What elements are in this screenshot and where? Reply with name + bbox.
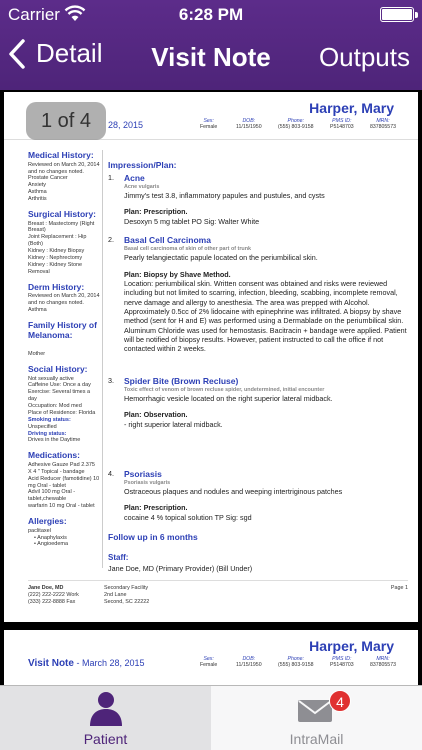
page-title: Visit Note (151, 42, 271, 72)
document-viewer[interactable] (0, 90, 422, 685)
demo-dob: DOB: 11/15/1950 (236, 656, 262, 668)
tab-label: IntraMail (289, 731, 344, 747)
status-time: 6:28 PM (178, 5, 244, 24)
demo-mrn: MRN: 837805573 (370, 656, 396, 668)
document-page-1 (4, 92, 418, 622)
problem-item: 3. Spider Bite (Brown Recluse) Toxic effect of venom of brown recluse spider, undetermined, initial encounter Hemorrhagic vesicle located on the right superior lateral midback. Plan: Observation. - right superior lateral midback. (108, 375, 333, 429)
outputs-button[interactable]: Outputs (318, 42, 410, 72)
demo-mrn: MRN: 837805573 (370, 118, 396, 130)
patient-name: Harper, Mary (309, 100, 394, 116)
history-column (28, 150, 100, 554)
person-icon (85, 690, 127, 726)
nav-bar (0, 28, 422, 88)
demo-pms-id: PMS ID: P5148703 (330, 656, 354, 668)
impression-plan (108, 160, 408, 573)
column-divider (102, 150, 103, 568)
problem-item: 4. Psoriasis Psoriasis vulgaris Ostraceous plaques and nodules and weeping intertriginous patches Plan: Prescription. cocaine 4 % topical solution TP Sig: sgd (108, 468, 343, 522)
battery-icon (380, 7, 414, 22)
demo-pms-id: PMS ID: P5148703 (330, 118, 354, 130)
allergies: Allergies: paclitaxel • Anaphylaxis • Angioedema (28, 516, 69, 548)
follow-up: Follow up in 6 months (108, 532, 198, 543)
demo-phone: Phone: (555) 803-9158 (278, 656, 314, 668)
facility-info: Secondary Facility 2nd Lane Second, SC 22222 (104, 585, 150, 606)
carrier-label: Carrier (8, 5, 60, 24)
demo-phone: Phone: (555) 803-9158 (278, 118, 314, 130)
staff-title: Staff: (108, 553, 129, 563)
tab-label: Patient (83, 731, 128, 747)
demo-dob: DOB: 11/15/1950 (236, 118, 262, 130)
visit-date: 28, 2015 (108, 120, 144, 130)
demo-sex: Sex: Female (200, 656, 218, 668)
problem-item: 2. Basal Cell Carcinoma Basal cell carcinoma of skin of other part of trunk Pearly telangiectatic papule located on the periumbilical skin. Plan: Biopsy by Shave Method. Location: periumbilical skin. Written consent was obtained and risks were reviewed including but not limited to scarring, infection, bleeding, scabbing, incomplete removal, nerve damage and allergy to anesthesia. The area was prepped with Alcohol. Approximately 0.5cc of 2% lidocaine with epinephrine was infiltrated. A biopsy by shave method (sent for H and E) was performed using a Dermablade on the periumbilical skin. Aluminum Chloride was used for hemostasis. Bacitracin + bandage were applied. Patient will be notified of biopsy results. However, patient instructed to call the office if not contacted within 2 weeks. (108, 235, 407, 354)
medications: Medications: Adhesive Gauze Pad 2.375 X 4 " Topical - bandage Acid Reducer (famotidine) 10 mg Oral - tablet Advil 100 mg Oral - tablet,chewable warfarin 10 mg Oral - tablet (28, 450, 100, 510)
staff-value: Jane Doe, MD (Primary Provider) (Bill Under) (108, 563, 253, 573)
patient-name: Harper, Mary (309, 638, 394, 654)
surgical-history: Surgical History: Breast : Mastectomy (Right Breast) Joint Replacement : Hip (Both) Kidney : Kidney Biopsy Kidney : Nephrectomy Kidney : Kidney Stone Removal (28, 208, 97, 275)
problem-item: 1. Acne Acne vulgaris Jimmy's test 3.8, inflammatory papules and pustules, and cysts Plan: Prescription. Desoxyn 5 mg tablet PO Sig: Walter White (108, 173, 325, 226)
visit-title: Visit Note - March 28, 2015 (28, 658, 145, 669)
medical-history: Medical History: Reviewed on March 20, 2014 and no changes noted. Prostate Cancer Anxiety Asthma Arthritis (28, 150, 100, 202)
status-bar (0, 0, 422, 28)
page-number: Page 1 (390, 585, 408, 591)
derm-history: Derm History: Reviewed on March 20, 2014 and no changes noted. Asthma (28, 281, 100, 313)
back-label: Detail (36, 38, 103, 68)
unread-badge: 4 (329, 690, 351, 712)
document-page-2 (4, 630, 418, 685)
app-header (0, 0, 422, 90)
tab-patient[interactable] (0, 686, 211, 750)
demo-sex: Sex: Female (200, 118, 218, 130)
provider-info: Jane Doe, MD (222) 222-2222 Work (333) 222-8888 Fax (28, 585, 79, 606)
back-button[interactable] (8, 38, 102, 69)
tab-intramail[interactable] (211, 686, 422, 750)
chevron-left-icon (8, 39, 26, 69)
family-history: Family History of Melanoma: Mother (28, 319, 97, 357)
page-indicator: 1 of 4 (26, 102, 106, 140)
page-header (4, 630, 418, 678)
social-history: Social History: Not sexually active Caffeine Use: Once a day Exercise: Several times a day Occupation: Mod med Place of Residence: Florida Smoking status: Unspecified Driving status: Drives in the Daytime (28, 363, 96, 444)
page-footer (28, 580, 408, 606)
tab-bar (0, 685, 422, 750)
impression-title: Impression/Plan: (108, 160, 177, 170)
